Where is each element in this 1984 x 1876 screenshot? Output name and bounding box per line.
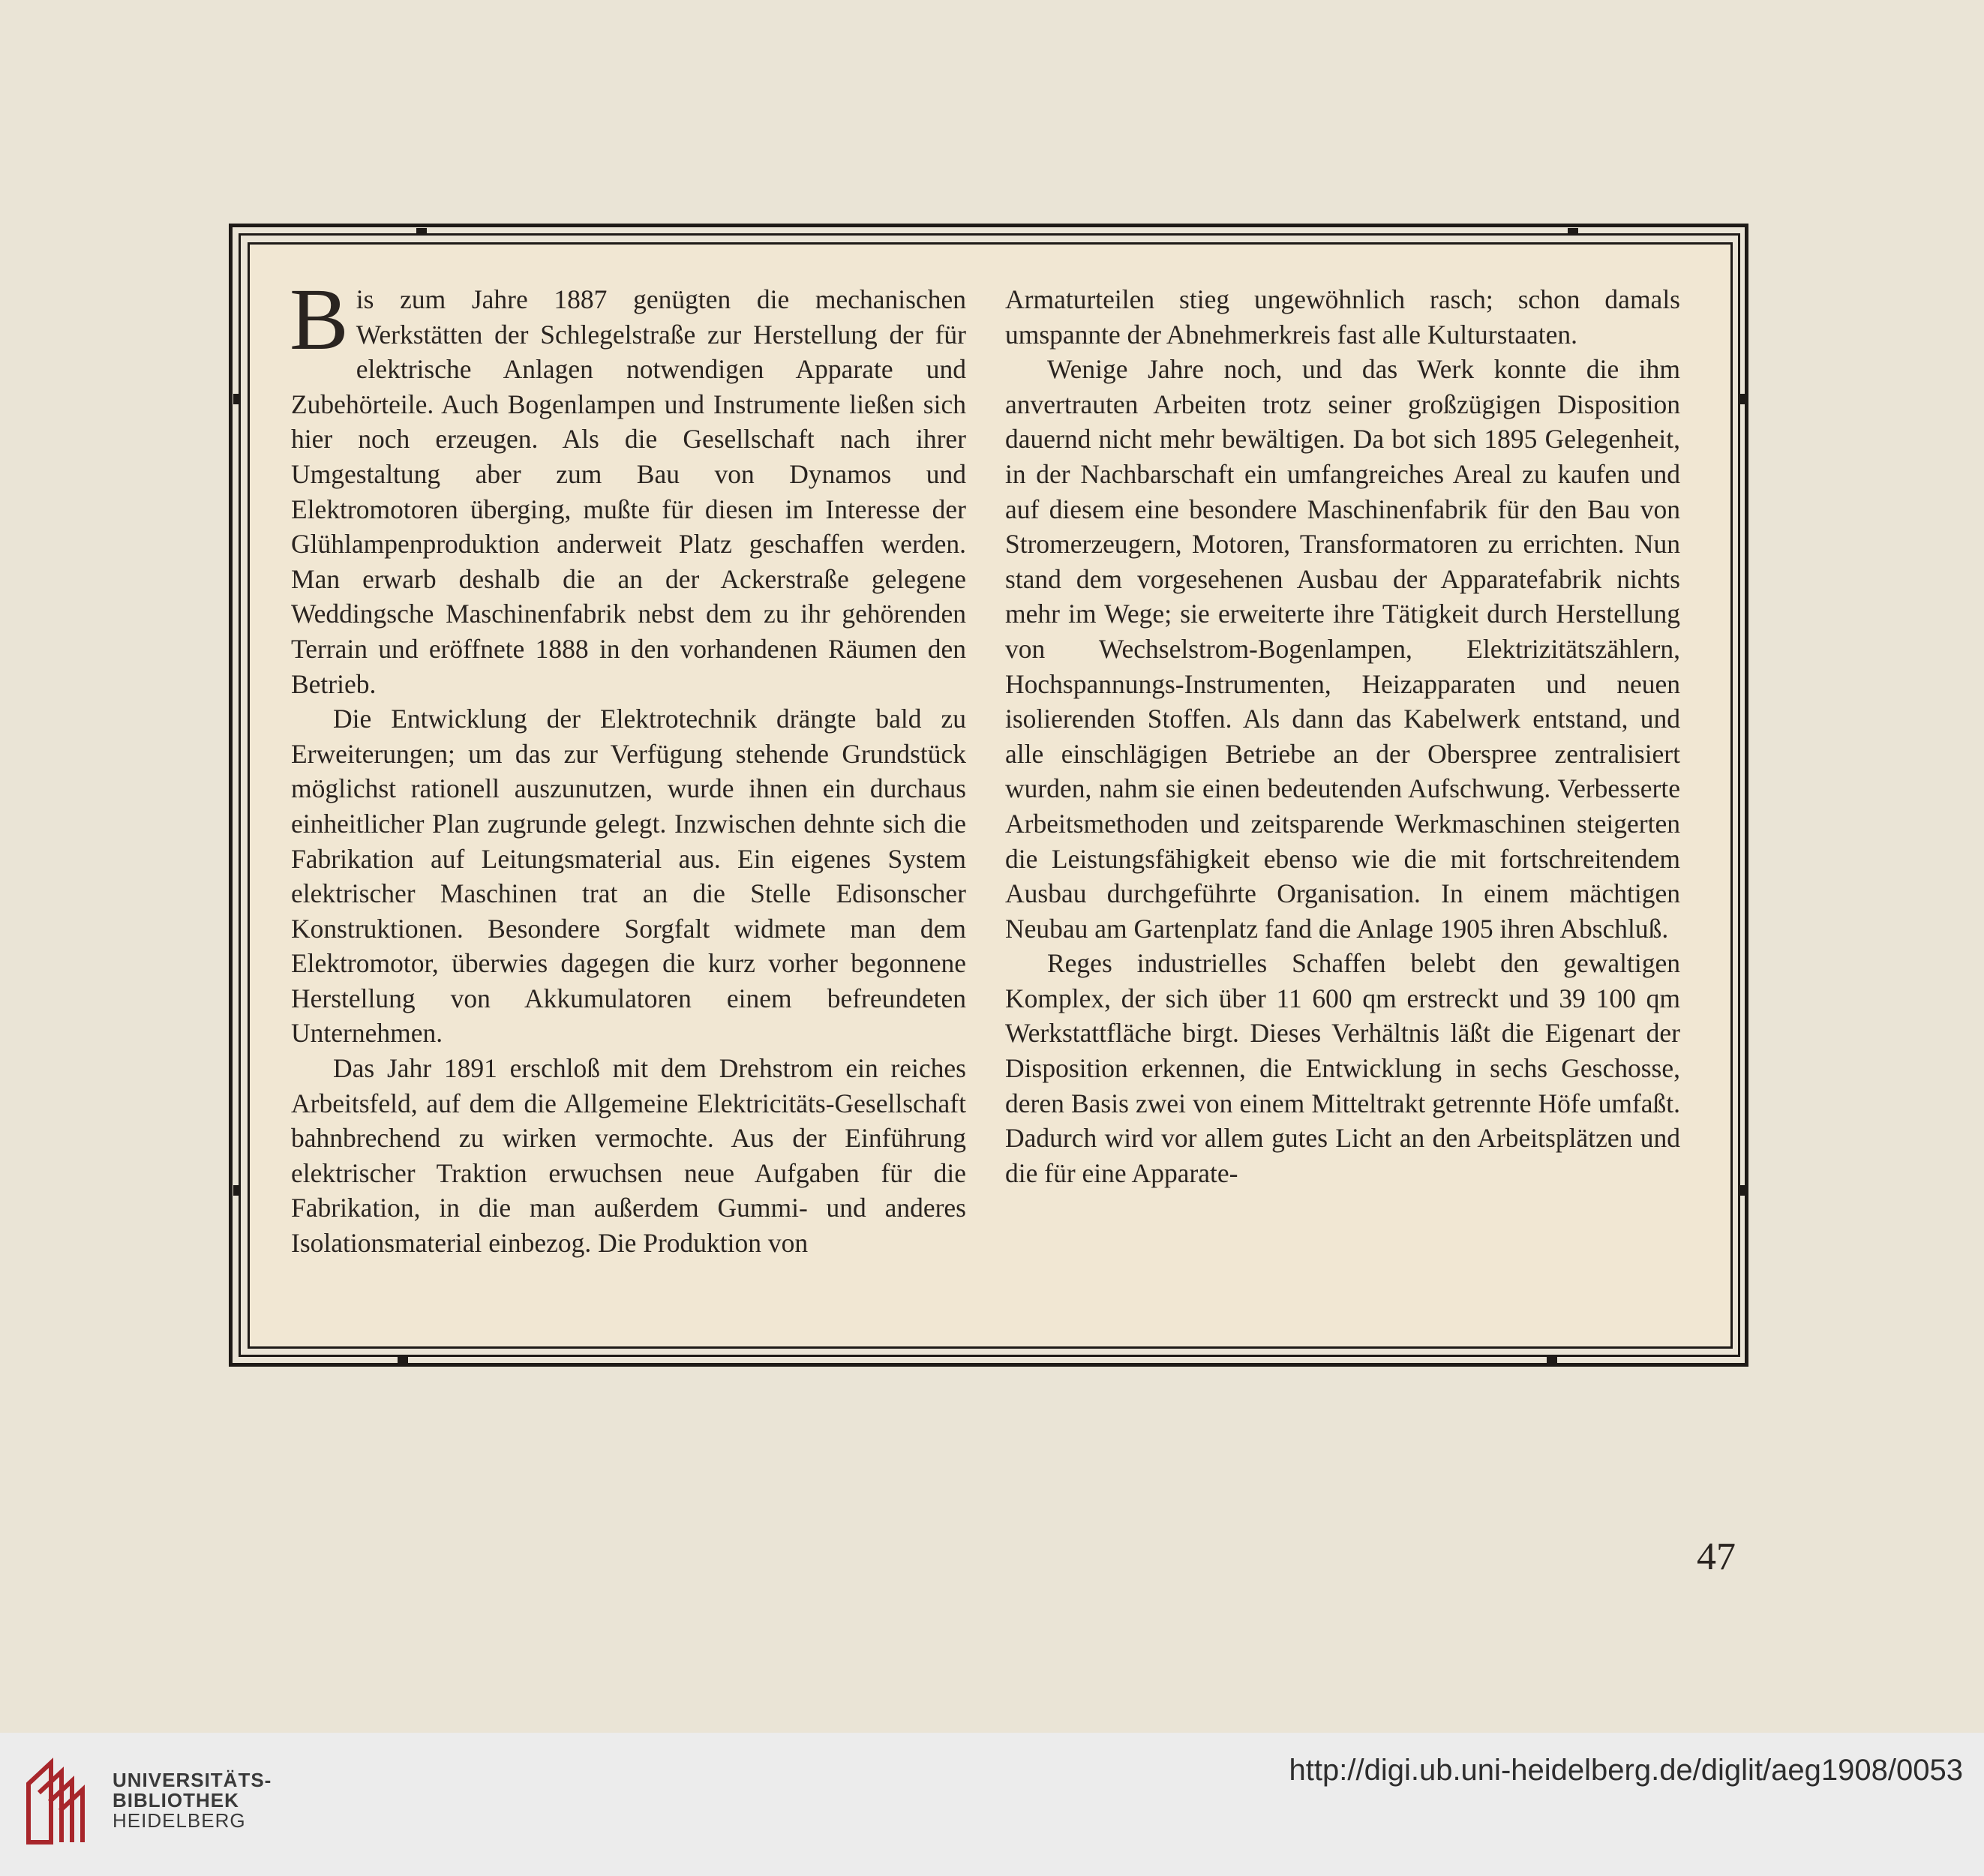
source-url-link[interactable]: http://digi.ub.uni-heidelberg.de/diglit/aeg1908/0053 [1289,1754,1963,1787]
paragraph: Die Entwicklung der Elektrotechnik drängte bald zu Erweiterungen; um das zur Verfügung stehende Grundstück möglichst rationell auszunutzen, wurde ihnen ein durchaus einheitlicher Plan zugrunde gelegt. Inzwischen dehnte sich die Fabrikation auf Leitungsmaterial aus. Ein eigenes System elektrischer Maschinen trat an die Stelle Edisonscher Konstruktionen. Besondere Sorgfalt widmete man dem Elektromotor, überwies dagegen die kurz vorher begonnene Herstellung von Akkumulatoren einem befreundeten Unternehmen. [291,704,966,1049]
frame-tick [1738,1185,1745,1196]
frame-tick [398,1356,408,1364]
frame-tick [1568,228,1578,236]
logo-line: BIBLIOTHEK [113,1789,239,1811]
paragraph: Reges industrielles Schaffen belebt den gewaltigen Komplex, der sich über 11 600 qm erstreckt und 39 100 qm Werkstattfläche birgt. Dieses Verhältnis läßt die Eigenart der Disposition erkennen, die Entwicklung in sechs Geschosse, deren Basis zwei von einem Mitteltrakt getrennte Höfe umfaßt. Dadurch wird vor allem gutes Licht an den Arbeitsplätzen und die für eine Apparate- [1005,948,1680,1188]
drop-cap: B [290,270,349,368]
frame-tick [233,1185,241,1196]
logo-line: HEIDELBERG [113,1809,246,1832]
paragraph-text: is zum Jahre 1887 genügten die mechanischen Werkstätten der Schlegelstraße zur Herstellung der für elektrische Anlagen notwendigen Apparate und Zubehörteile. Auch Bogenlampen und Instrumente ließen sich hier noch erzeugen. Als die Gesellschaft nach ihrer Umgestaltung aber zum Bau von Dynamos und Elektromotoren überging, mußte für diesen im Interesse der Glühlampenproduktion anderweit Platz geschaffen werden. Man erwarb deshalb die an der Ackerstraße gelegene Weddingsche Maschinenfabrik nebst dem zu ihr gehörenden Terrain und eröffnete 1888 in den vorhandenen Räumen den Betrieb. [291,284,966,699]
frame-tick [416,228,427,236]
paragraph: Das Jahr 1891 erschloß mit dem Drehstrom ein reiches Arbeitsfeld, auf dem die Allgemeine Elektricitäts-Gesellschaft bahnbrechend zu wirken vermochte. Aus der Einführung elektrischer Traktion erwuchsen neue Aufgaben für die Fabrikation, in die man außerdem Gummi- und anderes Isolationsmaterial einbezog. Die Produktion von [291,1053,966,1259]
frame-tick [233,394,241,404]
text-column-right [1005,282,1680,1190]
library-logo-icon [23,1754,107,1851]
page-number: 47 [1697,1535,1736,1578]
paragraph: Armaturteilen stieg ungewöhnlich rasch; schon damals umspannte der Abnehmerkreis fast alle Kulturstaaten. [1005,284,1680,350]
frame-tick [1738,394,1745,404]
library-logo-text [113,1770,272,1831]
logo-line: UNIVERSITÄTS- [113,1769,272,1791]
text-column-left [290,270,966,1261]
paragraph [290,270,966,701]
frame-tick [1547,1356,1557,1364]
paragraph: Wenige Jahre noch, und das Werk konnte die ihm anvertrauten Arbeiten trotz seiner großzügigen Disposition dauernd nicht mehr bewältigen. Da bot sich 1895 Gelegenheit, in der Nachbarschaft ein umfangreiches Areal zu kaufen und auf diesem eine besondere Maschinenfabrik für den Bau von Stromerzeugern, Motoren, Transformatoren zu errichten. Nun stand dem vorgesehenen Ausbau der Apparatefabrik nichts mehr im Wege; sie erweiterte ihre Tätigkeit durch Herstellung von Wechselstrom-Bogenlampen, Elektrizitätszählern, Hochspannungs-Instrumenten, Heizapparaten und neuen isolierenden Stoffen. Als dann das Kabelwerk entstand, und alle einschlägigen Betriebe an der Oberspree zentralisiert wurden, nahm sie einen bedeutenden Aufschwung. Verbesserte Arbeitsmethoden und zeitsparende Werkmaschinen steigerten die Leistungsfähigkeit ebenso wie die mit fortschreitendem Ausbau durchgeführte Organisation. In einem mächtigen Neubau am Gartenplatz fand die Anlage 1905 ihren Abschluß. [1005,354,1680,944]
